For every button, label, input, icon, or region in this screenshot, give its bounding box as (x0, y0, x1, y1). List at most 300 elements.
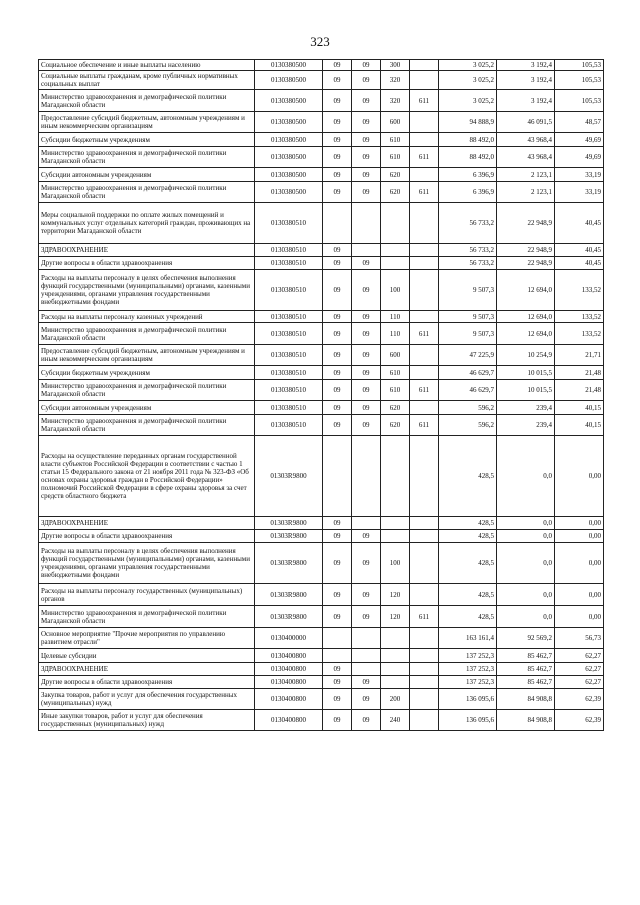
row-admin-code-cell: 611 (410, 380, 439, 401)
row-percent-cell: 0,00 (555, 584, 604, 606)
row-plan-cell: 3 025,2 (439, 90, 497, 112)
row-percent-cell: 62,27 (555, 649, 604, 663)
row-admin-code-cell (410, 401, 439, 415)
row-plan-cell: 56 733,2 (439, 244, 497, 257)
row-percent-cell: 40,15 (555, 415, 604, 436)
row-admin-code-cell (410, 676, 439, 689)
row-plan-cell: 56 733,2 (439, 203, 497, 244)
row-plan-cell: 47 225,9 (439, 345, 497, 366)
table-row (39, 182, 604, 203)
row-percent-cell: 56,73 (555, 628, 604, 649)
row-expense-type-cell: 610 (381, 147, 410, 168)
row-expense-type-cell: 300 (381, 60, 410, 71)
row-name-cell: Субсидии автономным учреждениям (39, 401, 255, 415)
row-fact-cell: 0,0 (497, 584, 555, 606)
row-section-cell (323, 628, 352, 649)
row-admin-code-cell: 611 (410, 90, 439, 112)
row-fact-cell: 12 694,0 (497, 323, 555, 345)
page-number: 323 (310, 34, 330, 49)
table-body (39, 60, 604, 731)
row-fact-cell: 0,0 (497, 543, 555, 584)
row-fact-cell: 22 948,9 (497, 244, 555, 257)
row-name-cell: Министерство здравоохранения и демографической политики Магаданской области (39, 415, 255, 436)
row-subsection-cell: 09 (352, 112, 381, 133)
row-fact-cell: 2 123,1 (497, 168, 555, 182)
table-row (39, 203, 604, 244)
row-subsection-cell: 09 (352, 90, 381, 112)
row-percent-cell: 105,53 (555, 71, 604, 90)
row-fact-cell: 12 694,0 (497, 270, 555, 311)
row-expense-type-cell: 320 (381, 90, 410, 112)
row-plan-cell: 88 492,0 (439, 147, 497, 168)
row-plan-cell: 163 161,4 (439, 628, 497, 649)
row-expense-type-cell: 200 (381, 689, 410, 710)
row-section-cell: 09 (323, 112, 352, 133)
row-percent-cell: 0,00 (555, 530, 604, 543)
row-expense-type-cell: 110 (381, 311, 410, 323)
row-subsection-cell: 09 (352, 366, 381, 380)
table-row (39, 71, 604, 90)
row-expense-type-cell (381, 628, 410, 649)
row-expense-type-cell: 110 (381, 323, 410, 345)
row-section-cell: 09 (323, 133, 352, 147)
row-code-cell: 01303R9800 (255, 584, 323, 606)
table-row (39, 270, 604, 311)
row-admin-code-cell (410, 628, 439, 649)
row-section-cell: 09 (323, 90, 352, 112)
row-percent-cell: 105,53 (555, 60, 604, 71)
row-name-cell: Министерство здравоохранения и демографической политики Магаданской области (39, 90, 255, 112)
row-admin-code-cell (410, 663, 439, 676)
row-section-cell: 09 (323, 584, 352, 606)
row-admin-code-cell (410, 584, 439, 606)
row-section-cell: 09 (323, 244, 352, 257)
row-plan-cell: 9 507,3 (439, 311, 497, 323)
row-admin-code-cell (410, 689, 439, 710)
row-fact-cell: 46 091,5 (497, 112, 555, 133)
row-expense-type-cell (381, 436, 410, 517)
row-section-cell: 09 (323, 182, 352, 203)
table-row (39, 323, 604, 345)
row-code-cell: 0130380500 (255, 133, 323, 147)
row-section-cell: 09 (323, 710, 352, 731)
row-admin-code-cell: 611 (410, 415, 439, 436)
row-plan-cell: 94 888,9 (439, 112, 497, 133)
row-expense-type-cell: 120 (381, 606, 410, 628)
row-section-cell: 09 (323, 401, 352, 415)
row-section-cell: 09 (323, 606, 352, 628)
row-section-cell: 09 (323, 530, 352, 543)
row-name-cell: Предоставление субсидий бюджетным, автономным учреждениям и иным некоммерческим организациям (39, 112, 255, 133)
row-section-cell: 09 (323, 663, 352, 676)
row-percent-cell: 48,57 (555, 112, 604, 133)
table-row (39, 649, 604, 663)
row-admin-code-cell (410, 345, 439, 366)
row-percent-cell: 33,19 (555, 182, 604, 203)
row-fact-cell: 84 908,8 (497, 689, 555, 710)
table-row (39, 366, 604, 380)
row-percent-cell: 49,69 (555, 133, 604, 147)
row-section-cell: 09 (323, 168, 352, 182)
table-row (39, 663, 604, 676)
row-section-cell: 09 (323, 323, 352, 345)
row-expense-type-cell: 240 (381, 710, 410, 731)
row-name-cell: Расходы на выплаты персоналу в целях обеспечения выполнения функций государственными (муниципальными) органами, казенными учреждениями, органами управления государственными внебюджетными фондами (39, 543, 255, 584)
row-expense-type-cell: 610 (381, 366, 410, 380)
row-expense-type-cell (381, 257, 410, 270)
row-fact-cell: 85 462,7 (497, 649, 555, 663)
row-section-cell: 09 (323, 689, 352, 710)
row-admin-code-cell (410, 649, 439, 663)
row-name-cell: Закупка товаров, работ и услуг для обеспечения государственных (муниципальных) нужд (39, 689, 255, 710)
row-percent-cell: 21,48 (555, 380, 604, 401)
row-plan-cell: 137 252,3 (439, 663, 497, 676)
row-subsection-cell: 09 (352, 401, 381, 415)
row-fact-cell: 10 015,5 (497, 380, 555, 401)
row-subsection-cell: 09 (352, 676, 381, 689)
row-code-cell: 0130380510 (255, 203, 323, 244)
row-expense-type-cell (381, 649, 410, 663)
row-fact-cell: 22 948,9 (497, 257, 555, 270)
row-name-cell: Социальные выплаты гражданам, кроме публичных нормативных социальных выплат (39, 71, 255, 90)
row-plan-cell: 9 507,3 (439, 270, 497, 311)
row-subsection-cell: 09 (352, 415, 381, 436)
row-fact-cell: 10 015,5 (497, 366, 555, 380)
row-section-cell: 09 (323, 345, 352, 366)
row-admin-code-cell (410, 71, 439, 90)
row-admin-code-cell (410, 311, 439, 323)
row-expense-type-cell (381, 663, 410, 676)
row-percent-cell: 40,45 (555, 203, 604, 244)
row-section-cell (323, 649, 352, 663)
row-subsection-cell: 09 (352, 182, 381, 203)
row-plan-cell: 428,5 (439, 543, 497, 584)
row-plan-cell: 136 095,6 (439, 710, 497, 731)
row-percent-cell: 49,69 (555, 147, 604, 168)
row-code-cell: 0130380510 (255, 401, 323, 415)
table-row (39, 584, 604, 606)
row-percent-cell: 133,52 (555, 323, 604, 345)
row-subsection-cell: 09 (352, 270, 381, 311)
row-expense-type-cell: 320 (381, 71, 410, 90)
row-code-cell: 0130380500 (255, 168, 323, 182)
row-admin-code-cell (410, 436, 439, 517)
row-subsection-cell (352, 649, 381, 663)
budget-table (38, 59, 604, 731)
row-fact-cell: 0,0 (497, 436, 555, 517)
row-name-cell: Расходы на выплаты персоналу казенных учреждений (39, 311, 255, 323)
row-subsection-cell: 09 (352, 689, 381, 710)
row-percent-cell: 40,15 (555, 401, 604, 415)
row-subsection-cell: 09 (352, 168, 381, 182)
row-code-cell: 01303R9800 (255, 543, 323, 584)
row-section-cell: 09 (323, 517, 352, 530)
row-expense-type-cell: 600 (381, 112, 410, 133)
row-code-cell: 01303R9800 (255, 606, 323, 628)
row-name-cell: Иные закупки товаров, работ и услуг для обеспечения государственных (муниципальных) нужд (39, 710, 255, 731)
row-fact-cell: 0,0 (497, 517, 555, 530)
row-admin-code-cell (410, 60, 439, 71)
row-subsection-cell: 09 (352, 133, 381, 147)
row-subsection-cell (352, 244, 381, 257)
row-subsection-cell: 09 (352, 584, 381, 606)
row-name-cell: ЗДРАВООХРАНЕНИЕ (39, 663, 255, 676)
row-percent-cell: 133,52 (555, 270, 604, 311)
row-expense-type-cell: 620 (381, 168, 410, 182)
row-code-cell: 0130380500 (255, 182, 323, 203)
row-plan-cell: 137 252,3 (439, 676, 497, 689)
row-fact-cell: 22 948,9 (497, 203, 555, 244)
row-percent-cell: 62,39 (555, 689, 604, 710)
row-name-cell: Другие вопросы в области здравоохранения (39, 676, 255, 689)
row-section-cell: 09 (323, 676, 352, 689)
row-name-cell: Расходы на осуществление переданных органам государственной власти субъектов Российской Федерации в соответствии с частью 1 статьи 15 Федерального закона от 21 ноября 2011 года № 323-ФЗ «Об основах охраны здоровья граждан в Российской Федерации» полномочий Российской Федерации в сфере охраны здоровья за счет средств областного бюджета (39, 436, 255, 517)
table-row (39, 689, 604, 710)
row-code-cell: 0130380510 (255, 323, 323, 345)
row-admin-code-cell (410, 530, 439, 543)
table-row (39, 112, 604, 133)
row-admin-code-cell: 611 (410, 323, 439, 345)
row-percent-cell: 133,52 (555, 311, 604, 323)
table-row (39, 90, 604, 112)
row-name-cell: Меры социальной поддержки по оплате жилых помещений и коммунальных услуг отдельных категорий граждан, проживающих на территории Магаданской области (39, 203, 255, 244)
row-percent-cell: 40,45 (555, 257, 604, 270)
row-admin-code-cell: 611 (410, 606, 439, 628)
row-section-cell (323, 436, 352, 517)
row-subsection-cell (352, 203, 381, 244)
row-code-cell: 0130380510 (255, 380, 323, 401)
row-expense-type-cell (381, 203, 410, 244)
row-plan-cell: 3 025,2 (439, 60, 497, 71)
row-name-cell: Министерство здравоохранения и демографической политики Магаданской области (39, 147, 255, 168)
row-name-cell: Предоставление субсидий бюджетным, автономным учреждениям и иным некоммерческим организациям (39, 345, 255, 366)
row-name-cell: Расходы на выплаты персоналу в целях обеспечения выполнения функций государственными (муниципальными) органами, казенными учреждениями, органами управления государственными внебюджетными фондами (39, 270, 255, 311)
row-fact-cell: 0,0 (497, 530, 555, 543)
row-expense-type-cell: 600 (381, 345, 410, 366)
row-plan-cell: 596,2 (439, 415, 497, 436)
row-percent-cell: 105,53 (555, 90, 604, 112)
table-row (39, 311, 604, 323)
row-fact-cell: 3 192,4 (497, 60, 555, 71)
row-admin-code-cell: 611 (410, 147, 439, 168)
row-subsection-cell: 09 (352, 147, 381, 168)
row-subsection-cell: 09 (352, 543, 381, 584)
row-fact-cell: 84 908,8 (497, 710, 555, 731)
table-row (39, 436, 604, 517)
row-percent-cell: 21,48 (555, 366, 604, 380)
row-code-cell: 01303R9800 (255, 436, 323, 517)
row-plan-cell: 46 629,7 (439, 380, 497, 401)
row-admin-code-cell (410, 112, 439, 133)
row-section-cell: 09 (323, 380, 352, 401)
row-plan-cell: 428,5 (439, 584, 497, 606)
row-subsection-cell (352, 628, 381, 649)
row-admin-code-cell (410, 133, 439, 147)
row-subsection-cell: 09 (352, 345, 381, 366)
row-fact-cell: 43 968,4 (497, 133, 555, 147)
row-percent-cell: 21,71 (555, 345, 604, 366)
row-admin-code-cell (410, 710, 439, 731)
row-section-cell: 09 (323, 311, 352, 323)
row-fact-cell: 92 569,2 (497, 628, 555, 649)
row-fact-cell: 0,0 (497, 606, 555, 628)
row-code-cell: 0130400800 (255, 710, 323, 731)
table-row (39, 517, 604, 530)
row-expense-type-cell: 620 (381, 182, 410, 203)
table-row (39, 257, 604, 270)
row-subsection-cell (352, 663, 381, 676)
row-percent-cell: 0,00 (555, 543, 604, 584)
table-row (39, 60, 604, 71)
row-expense-type-cell (381, 244, 410, 257)
row-admin-code-cell (410, 203, 439, 244)
table-row (39, 543, 604, 584)
row-code-cell: 01303R9800 (255, 517, 323, 530)
row-name-cell: Расходы на выплаты персоналу государственных (муниципальных) органов (39, 584, 255, 606)
row-percent-cell: 0,00 (555, 517, 604, 530)
row-code-cell: 0130380510 (255, 257, 323, 270)
row-name-cell: Целевые субсидии (39, 649, 255, 663)
row-section-cell: 09 (323, 71, 352, 90)
row-expense-type-cell: 100 (381, 270, 410, 311)
row-expense-type-cell: 120 (381, 584, 410, 606)
row-admin-code-cell (410, 543, 439, 584)
row-expense-type-cell: 620 (381, 415, 410, 436)
row-section-cell: 09 (323, 60, 352, 71)
row-percent-cell: 40,45 (555, 244, 604, 257)
row-subsection-cell: 09 (352, 710, 381, 731)
row-code-cell: 0130380500 (255, 90, 323, 112)
row-code-cell: 0130380510 (255, 311, 323, 323)
table-row (39, 147, 604, 168)
row-name-cell: Министерство здравоохранения и демографической политики Магаданской области (39, 182, 255, 203)
row-plan-cell: 88 492,0 (439, 133, 497, 147)
row-name-cell: ЗДРАВООХРАНЕНИЕ (39, 244, 255, 257)
table-row (39, 380, 604, 401)
row-code-cell: 0130380510 (255, 244, 323, 257)
row-subsection-cell: 09 (352, 311, 381, 323)
row-percent-cell: 62,27 (555, 676, 604, 689)
table-row (39, 168, 604, 182)
row-fact-cell: 3 192,4 (497, 90, 555, 112)
row-section-cell (323, 203, 352, 244)
row-code-cell: 0130400800 (255, 689, 323, 710)
row-plan-cell: 137 252,3 (439, 649, 497, 663)
row-fact-cell: 85 462,7 (497, 663, 555, 676)
row-percent-cell: 0,00 (555, 436, 604, 517)
row-fact-cell: 10 254,9 (497, 345, 555, 366)
row-section-cell: 09 (323, 366, 352, 380)
table-row (39, 676, 604, 689)
table-row (39, 401, 604, 415)
row-admin-code-cell (410, 517, 439, 530)
row-plan-cell: 428,5 (439, 606, 497, 628)
row-plan-cell: 428,5 (439, 436, 497, 517)
row-name-cell: ЗДРАВООХРАНЕНИЕ (39, 517, 255, 530)
row-section-cell: 09 (323, 543, 352, 584)
row-name-cell: Министерство здравоохранения и демографической политики Магаданской области (39, 323, 255, 345)
row-subsection-cell: 09 (352, 257, 381, 270)
row-plan-cell: 596,2 (439, 401, 497, 415)
row-expense-type-cell: 610 (381, 380, 410, 401)
row-expense-type-cell: 610 (381, 133, 410, 147)
row-percent-cell: 33,19 (555, 168, 604, 182)
row-code-cell: 01303R9800 (255, 530, 323, 543)
row-plan-cell: 46 629,7 (439, 366, 497, 380)
row-code-cell: 0130400800 (255, 663, 323, 676)
row-fact-cell: 12 694,0 (497, 311, 555, 323)
row-plan-cell: 6 396,9 (439, 182, 497, 203)
row-plan-cell: 56 733,2 (439, 257, 497, 270)
row-subsection-cell: 09 (352, 71, 381, 90)
row-name-cell: Субсидии автономным учреждениям (39, 168, 255, 182)
row-name-cell: Другие вопросы в области здравоохранения (39, 530, 255, 543)
row-code-cell: 0130380510 (255, 270, 323, 311)
table-row (39, 133, 604, 147)
row-plan-cell: 136 095,6 (439, 689, 497, 710)
row-expense-type-cell (381, 530, 410, 543)
row-code-cell: 0130400000 (255, 628, 323, 649)
row-subsection-cell: 09 (352, 380, 381, 401)
row-expense-type-cell: 620 (381, 401, 410, 415)
row-code-cell: 0130400800 (255, 649, 323, 663)
table-row (39, 244, 604, 257)
table-row (39, 606, 604, 628)
row-plan-cell: 6 396,9 (439, 168, 497, 182)
row-section-cell: 09 (323, 270, 352, 311)
row-plan-cell: 3 025,2 (439, 71, 497, 90)
row-plan-cell: 9 507,3 (439, 323, 497, 345)
row-fact-cell: 239,4 (497, 415, 555, 436)
row-code-cell: 0130380510 (255, 366, 323, 380)
row-code-cell: 0130380500 (255, 71, 323, 90)
row-subsection-cell: 09 (352, 606, 381, 628)
row-admin-code-cell (410, 270, 439, 311)
row-code-cell: 0130380510 (255, 415, 323, 436)
table-row (39, 415, 604, 436)
row-name-cell: Министерство здравоохранения и демографической политики Магаданской области (39, 606, 255, 628)
row-admin-code-cell (410, 257, 439, 270)
row-name-cell: Министерство здравоохранения и демографической политики Магаданской области (39, 380, 255, 401)
row-section-cell: 09 (323, 415, 352, 436)
row-code-cell: 0130380500 (255, 112, 323, 133)
row-fact-cell: 2 123,1 (497, 182, 555, 203)
row-section-cell: 09 (323, 147, 352, 168)
row-expense-type-cell (381, 517, 410, 530)
row-admin-code-cell (410, 244, 439, 257)
table-row (39, 628, 604, 649)
row-subsection-cell: 09 (352, 60, 381, 71)
row-admin-code-cell (410, 366, 439, 380)
row-fact-cell: 43 968,4 (497, 147, 555, 168)
row-section-cell: 09 (323, 257, 352, 270)
row-percent-cell: 0,00 (555, 606, 604, 628)
row-subsection-cell (352, 436, 381, 517)
table-row (39, 345, 604, 366)
row-percent-cell: 62,39 (555, 710, 604, 731)
row-name-cell: Другие вопросы в области здравоохранения (39, 257, 255, 270)
table-row (39, 530, 604, 543)
row-name-cell: Социальное обеспечение и иные выплаты населению (39, 60, 255, 71)
row-plan-cell: 428,5 (439, 530, 497, 543)
row-fact-cell: 3 192,4 (497, 71, 555, 90)
row-subsection-cell: 09 (352, 323, 381, 345)
row-name-cell: Основное мероприятие "Прочие мероприятия по управлению развитием отрасли" (39, 628, 255, 649)
row-name-cell: Субсидии бюджетным учреждениям (39, 133, 255, 147)
row-expense-type-cell (381, 676, 410, 689)
row-code-cell: 0130380510 (255, 345, 323, 366)
row-admin-code-cell: 611 (410, 182, 439, 203)
